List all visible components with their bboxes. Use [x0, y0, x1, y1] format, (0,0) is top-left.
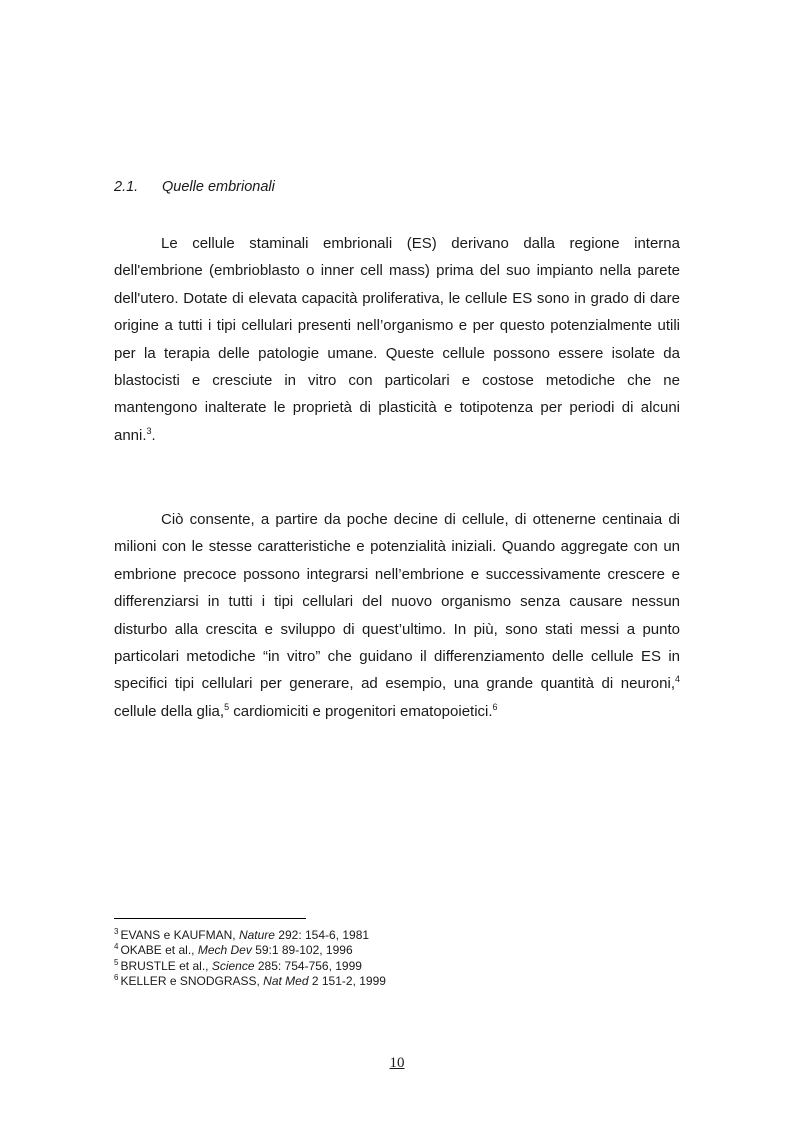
footnote-number: 6	[114, 972, 119, 982]
footnote-item	[114, 959, 386, 974]
footnote-authors: BRUSTLE et al.,	[120, 958, 212, 973]
section-title: Quelle embrionali	[162, 179, 275, 195]
paragraph-1-end: .	[151, 426, 156, 444]
footnote-details: 292: 154-6, 1981	[274, 928, 370, 942]
footnote-number: 5	[114, 957, 119, 967]
paragraph-1-text: Le cellule staminali embrionali (ES) derivano dalla regione interna dell'embrione (embrioblasto o inner cell mass) prima del suo impianto nella parete dell'utero. Dotate di elevata capacità proliferativa, le cellule ES sono in grado di dare origine a tutti i tipi cellulari presenti nell’organismo e per questo potenzialmente utili per la terapia delle patologie umane. Queste cellule possono essere isolate da blastocisti e cresciute in vitro con particolari e costose metodiche che ne mantengono inalterate le proprietà di plasticità e totipotenza per periodi di alcuni anni.	[114, 235, 680, 444]
footnote-authors: OKABE et al.,	[120, 943, 198, 958]
footnote-journal: Nature	[238, 928, 275, 942]
paragraph-1	[114, 230, 680, 449]
footnote-details: 2 151-2, 1999	[308, 973, 386, 988]
footnote-details: 59:1 89-102, 1996	[251, 943, 353, 958]
footnote-journal: Nat Med	[263, 973, 309, 988]
footnote-ref-4[interactable]: 4	[674, 674, 680, 685]
footnote-details: 285: 754-756, 1999	[254, 958, 362, 973]
footnote-authors: EVANS e KAUFMAN,	[120, 928, 239, 942]
footnote-number: 4	[114, 942, 119, 952]
footnote-ref-6[interactable]: 6	[492, 701, 498, 712]
footnote-item	[114, 943, 386, 958]
footnotes-list	[114, 928, 386, 989]
footnote-item	[114, 974, 386, 989]
paragraph-2-text-b: cellule della glia,	[114, 702, 225, 720]
paragraph-2-text-c: cardiomiciti e progenitori ematopoietici.	[229, 702, 493, 720]
footnote-number: 3	[114, 927, 119, 936]
paragraph-2	[114, 506, 680, 725]
page-number: 10	[389, 1055, 405, 1071]
footnote-ref-5[interactable]: 5	[224, 701, 230, 712]
section-heading	[114, 179, 275, 195]
paragraph-2-text-a: Ciò consente, a partire da poche decine di cellule, di ottenerne centinaia di milioni con le stesse caratteristiche e potenzialità iniziali. Quando aggregate con un embrione precoce possono integrarsi nell’embrione e successivamente crescere e differenziarsi in tutti i tipi cellulari del nuovo organismo senza causare nessun disturbo alla crescita e sviluppo di quest’ultimo. In più, sono stati messi a punto particolari metodiche “in vitro” che guidano il differenziamento delle cellule ES in specifici tipi cellulari per generare, ad esempio, una grande quantità di neuroni,	[114, 511, 680, 693]
footnote-ref-3[interactable]: 3	[146, 425, 152, 436]
footnote-divider	[114, 918, 306, 919]
section-number: 2.1.	[114, 179, 139, 195]
footnote-journal: Science	[211, 958, 255, 973]
footnote-item	[114, 928, 386, 943]
footnote-authors: KELLER e SNODGRASS,	[120, 973, 264, 988]
footnote-journal: Mech Dev	[197, 943, 252, 958]
